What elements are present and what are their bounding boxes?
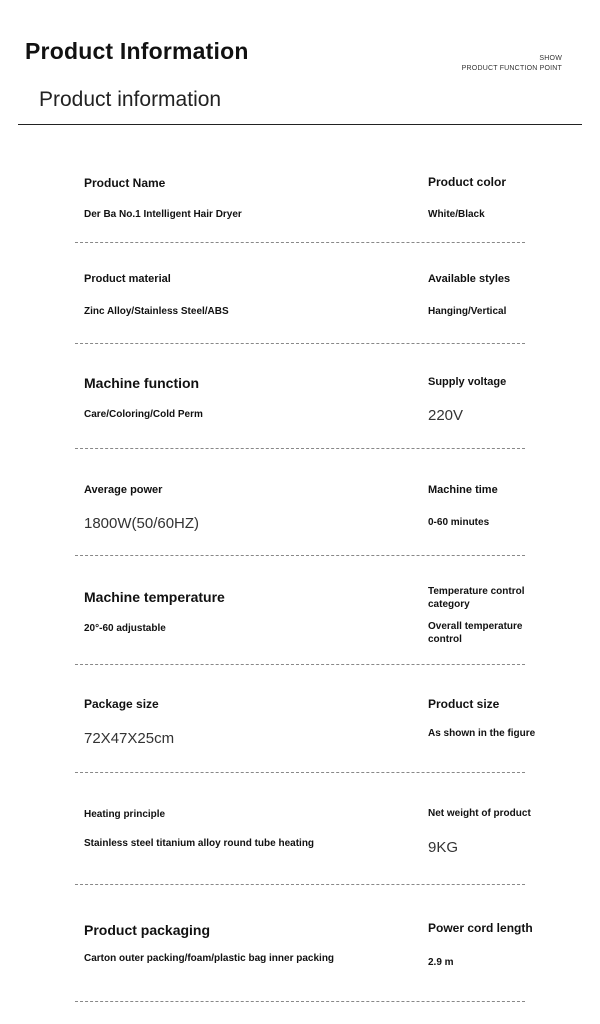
spec-label: Temperature control category	[428, 586, 525, 610]
spec-label: Available styles	[428, 273, 511, 285]
spec-label: Product color	[428, 175, 507, 189]
spec-label: Machine time	[428, 484, 498, 496]
row-divider	[75, 242, 525, 243]
spec-value: Overall temperature control	[428, 621, 523, 645]
section-subtitle: Product information	[39, 88, 222, 111]
spec-value: Zinc Alloy/Stainless Steel/ABS	[84, 306, 229, 317]
page-title: Product Information	[25, 38, 249, 64]
spec-value: Der Ba No.1 Intelligent Hair Dryer	[84, 209, 242, 220]
row-divider	[75, 772, 525, 773]
spec-label: Average power	[84, 484, 163, 496]
spec-label: Machine temperature	[84, 589, 225, 605]
spec-value: Hanging/Vertical	[428, 306, 507, 317]
spec-value: 9KG	[428, 839, 459, 856]
spec-label: Product packaging	[84, 922, 211, 938]
spec-label: Heating principle	[84, 809, 166, 820]
spec-value: 72X47X25cm	[84, 730, 175, 747]
spec-label: Package size	[84, 697, 159, 711]
spec-label: Product material	[84, 273, 171, 285]
spec-label: Machine function	[84, 375, 200, 391]
show-caption-line1: SHOW	[539, 55, 562, 62]
spec-label: Power cord length	[428, 921, 533, 935]
spec-value: Care/Coloring/Cold Perm	[84, 409, 203, 420]
spec-label: Product size	[428, 697, 500, 711]
row-divider	[75, 664, 525, 665]
spec-value: 0-60 minutes	[428, 517, 490, 528]
spec-value: Carton outer packing/foam/plastic bag inner packing	[84, 953, 335, 964]
show-caption-line2: PRODUCT FUNCTION POINT	[461, 65, 562, 72]
spec-value: White/Black	[428, 209, 485, 220]
spec-value: 1800W(50/60HZ)	[84, 515, 200, 532]
spec-value: 20°-60 adjustable	[84, 623, 166, 634]
row-divider	[75, 884, 525, 885]
row-divider	[75, 1001, 525, 1002]
spec-label: Net weight of product	[428, 808, 531, 819]
row-divider	[75, 343, 525, 344]
spec-value: 220V	[428, 407, 464, 424]
spec-label: Product Name	[84, 176, 166, 190]
spec-value: 2.9 m	[428, 957, 454, 968]
header-divider	[18, 124, 582, 125]
spec-value: As shown in the figure	[428, 728, 536, 739]
spec-label: Supply voltage	[428, 376, 507, 388]
page-header	[0, 0, 600, 130]
spec-value: Stainless steel titanium alloy round tube heating	[84, 838, 315, 849]
row-divider	[75, 448, 525, 449]
show-caption	[462, 54, 562, 74]
row-divider	[75, 555, 525, 556]
